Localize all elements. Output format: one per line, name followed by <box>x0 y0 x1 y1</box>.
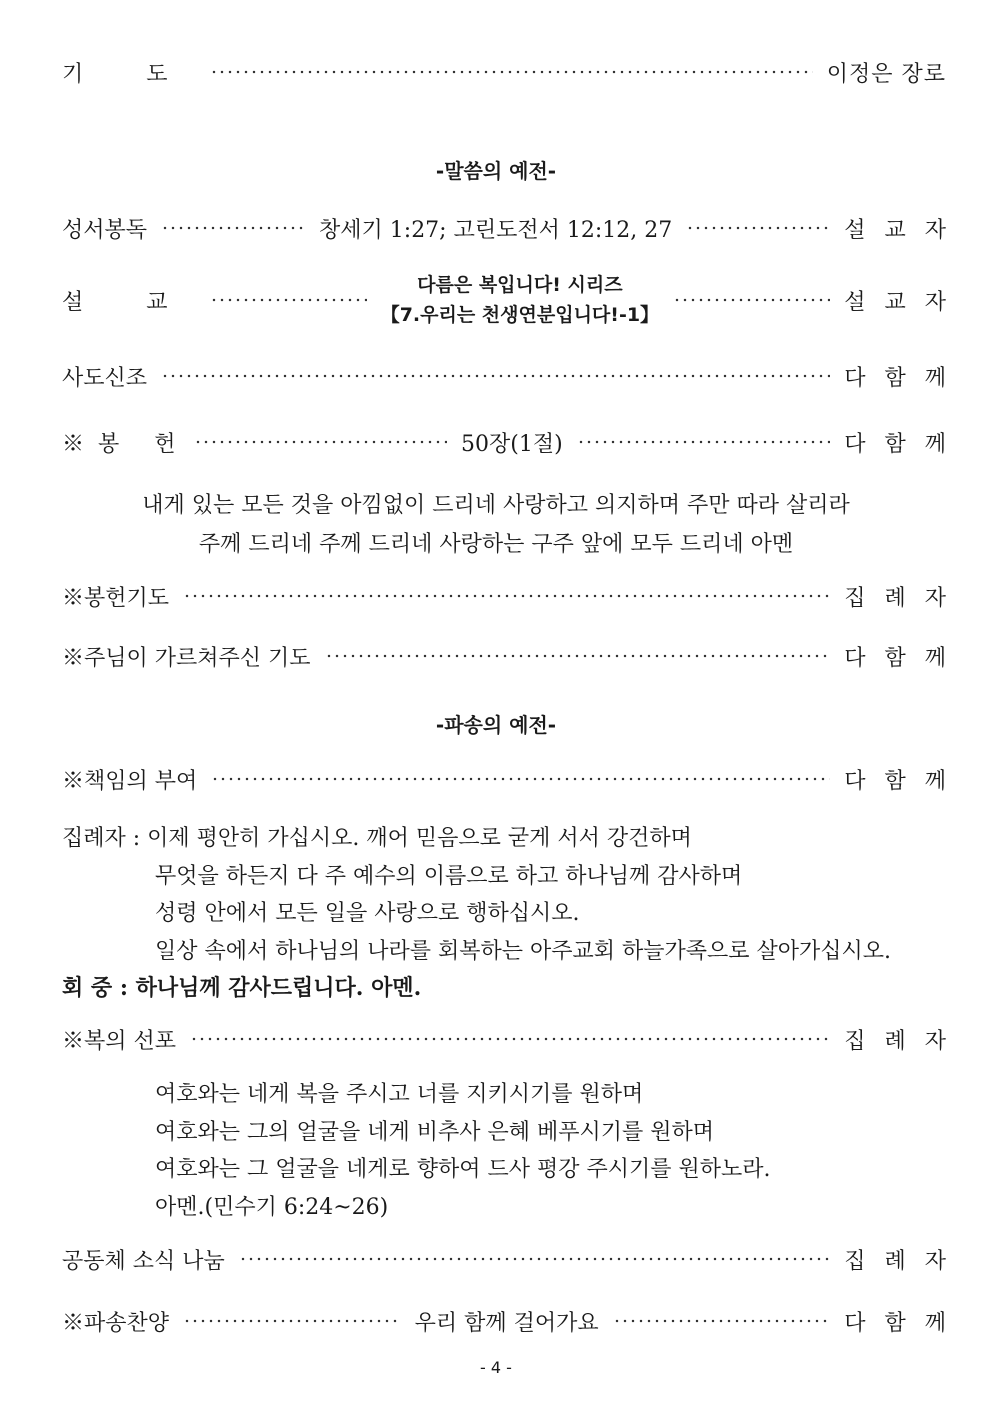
offering-prayer-label: ※봉헌기도 <box>62 585 170 611</box>
sending-song-title: 우리 함께 걸어가요 <box>414 1310 599 1336</box>
leader-dots <box>183 1319 401 1323</box>
leader-dots <box>211 777 830 781</box>
scripture-label: 성서봉독 <box>62 217 148 243</box>
leader-dots <box>613 1319 831 1323</box>
announcements-row <box>62 1242 952 1276</box>
leader-dots <box>183 594 830 598</box>
leader-dots <box>673 298 830 302</box>
commission-label: ※책임의 부여 <box>62 768 198 794</box>
offering-prayer-leader: 집 례 자 <box>844 585 952 611</box>
sermon-title <box>381 270 659 330</box>
lords-prayer-label: ※주님이 가르쳐주신 기도 <box>62 645 311 671</box>
page-number: - 4 - <box>480 1358 512 1377</box>
leader-dots <box>210 70 813 74</box>
offering-row <box>62 425 953 459</box>
leader-dots <box>190 1037 830 1041</box>
benediction-row <box>62 1022 952 1056</box>
lords-prayer-row <box>62 639 952 673</box>
congregation-response: 회 중 : 하나님께 감사드립니다. 아멘. <box>62 975 422 1001</box>
commission-line-2: 무엇을 하든지 다 주 예수의 이름으로 하고 하나님께 감사하며 <box>155 864 743 889</box>
announcements-label: 공동체 소식 나눔 <box>62 1248 225 1274</box>
sending-song-label: ※파송찬양 <box>62 1310 170 1336</box>
commission-leader: 다 함 께 <box>844 768 952 794</box>
leader-dots <box>210 298 367 302</box>
prayer-label: 기 도 <box>62 61 196 87</box>
prayer-leader: 이정은 장로 <box>826 61 946 87</box>
offering-leader: 다 함 께 <box>844 431 953 457</box>
sermon-row <box>62 268 952 332</box>
benediction-line-3: 여호와는 그 얼굴을 네게로 향하여 드사 평강 주시기를 원하노라. <box>155 1157 771 1182</box>
commission-line-1: 집례자 : 이제 평안히 가십시오. 깨어 믿음으로 굳게 서서 강건하며 <box>62 826 692 851</box>
leader-dots <box>239 1257 830 1261</box>
offering-lyrics-line-1: 내게 있는 모든 것을 아낌없이 드리네 사랑하고 의지하며 주만 따라 살리라 <box>142 493 850 518</box>
creed-row <box>62 359 952 393</box>
leader-dots <box>686 226 830 230</box>
commission-row <box>62 762 952 796</box>
sermon-label: 설 교 <box>62 289 196 315</box>
offering-prayer-row <box>62 579 952 613</box>
sending-song-leader: 다 함 께 <box>844 1310 952 1336</box>
scripture-reference: 창세기 1:27; 고린도전서 12:12, 27 <box>319 217 673 243</box>
sending-section-heading: -파송의 예전- <box>435 713 557 737</box>
leader-dots <box>161 374 830 378</box>
leader-prefix: 집례자 : <box>62 826 148 851</box>
leader-dots <box>577 440 831 444</box>
benediction-line-4: 아멘.(민수기 6:24~26) <box>155 1195 389 1220</box>
offering-label: ※봉 헌 <box>62 431 190 457</box>
commission-line-4: 일상 속에서 하나님의 나라를 회복하는 아주교회 하늘가족으로 살아가십시오. <box>155 939 892 964</box>
benediction-label: ※복의 선포 <box>62 1028 177 1054</box>
creed-leader: 다 함 께 <box>844 365 952 391</box>
prayer-row <box>62 55 946 89</box>
benediction-line-2: 여호와는 그의 얼굴을 네게 비추사 은혜 베푸시기를 원하며 <box>155 1120 715 1145</box>
commission-line-3: 성령 안에서 모든 일을 사랑으로 행하십시오. <box>155 901 580 926</box>
sermon-leader: 설 교 자 <box>844 289 952 315</box>
announcements-leader: 집 례 자 <box>844 1248 952 1274</box>
offering-lyrics-line-2: 주께 드리네 주께 드리네 사랑하는 구주 앞에 모두 드리네 아멘 <box>198 532 794 557</box>
lords-prayer-leader: 다 함 께 <box>844 645 952 671</box>
word-section-heading: -말씀의 예전- <box>435 159 557 183</box>
benediction-line-1: 여호와는 네게 복을 주시고 너를 지키시기를 원하며 <box>155 1082 644 1107</box>
benediction-leader: 집 례 자 <box>844 1028 952 1054</box>
sending-song-row <box>62 1304 952 1338</box>
scripture-leader: 설 교 자 <box>844 217 952 243</box>
leader-dots <box>325 654 831 658</box>
leader-dots <box>194 440 448 444</box>
creed-label: 사도신조 <box>62 365 148 391</box>
scripture-row <box>62 211 952 245</box>
leader-dots <box>161 226 305 230</box>
sermon-series: 다름은 복입니다! 시리즈 <box>417 274 623 296</box>
offering-hymn: 50장(1절) <box>461 431 563 457</box>
sermon-subtitle: 【7.우리는 천생연분입니다!-1】 <box>380 304 660 326</box>
